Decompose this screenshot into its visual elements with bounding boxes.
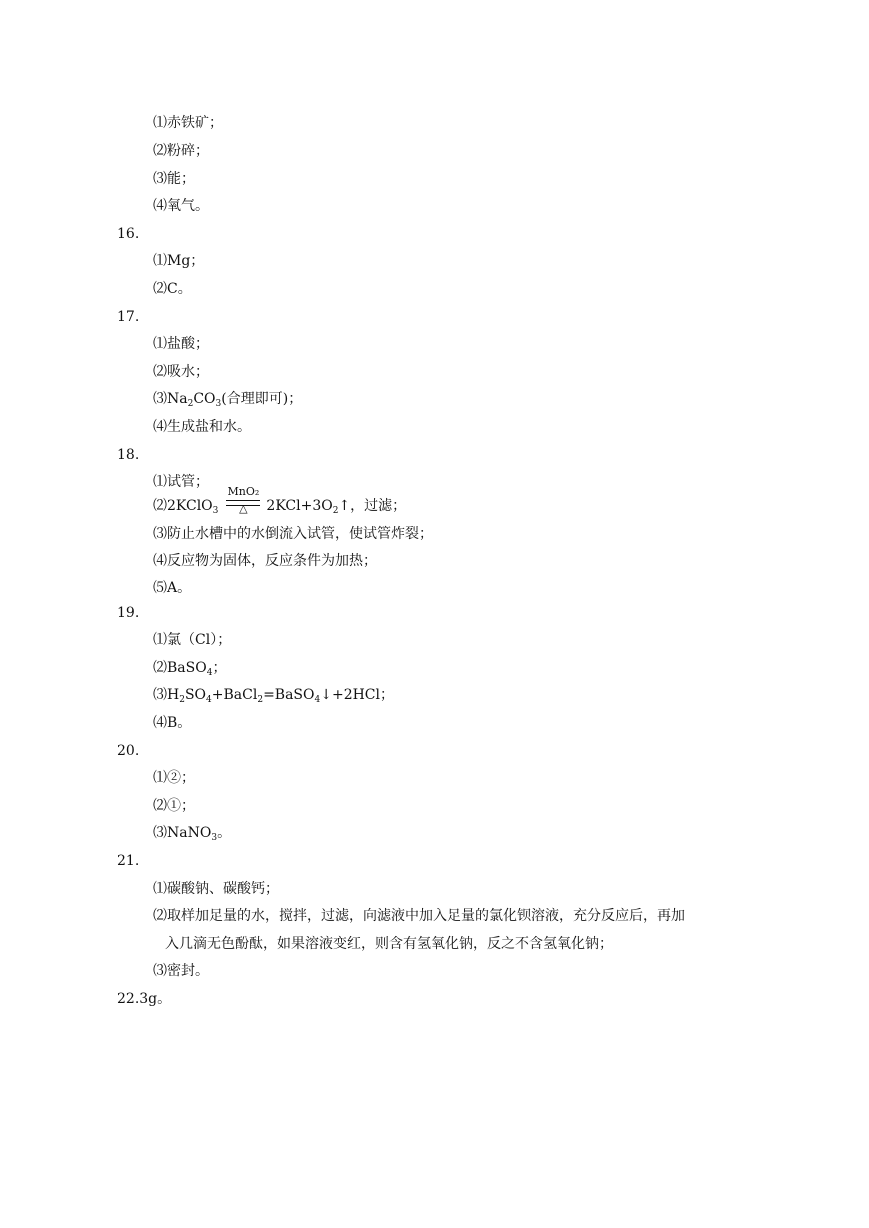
answer-19-1: ⑴氯（Cl）； [153, 632, 232, 648]
answer-22: 22.3g。 [117, 991, 172, 1007]
question-number-20: 20. [117, 743, 140, 759]
answer-21-2-line1: ⑵取样加足量的水，搅拌，过滤，向滤液中加入足量的氯化钡溶液，充分反应后，再加 [153, 908, 685, 924]
answer-17-2: ⑵吸水； [153, 364, 209, 380]
answer-17-4: ⑷生成盐和水。 [153, 419, 251, 435]
answer-15-2: ⑵粉碎； [153, 143, 209, 159]
answer-21-3: ⑶密封。 [153, 963, 209, 979]
answer-15-4: ⑷氧气。 [153, 198, 209, 214]
question-number-19: 19. [117, 605, 140, 621]
question-number-17: 17. [117, 309, 140, 325]
question-number-16: 16. [117, 226, 140, 242]
question-number-21: 21. [117, 853, 140, 869]
answer-17-1: ⑴盐酸； [153, 336, 209, 352]
answer-19-3: $⑶H_2SO_4+BaCl_2=BaSO_4↓+2HCl$； [153, 687, 395, 705]
answer-21-2-line2: 入几滴无色酚酞，如果溶液变红，则含有氢氧化钠，反之不含氢氧化钠； [165, 936, 613, 952]
answer-15-3: ⑶能； [153, 171, 195, 187]
answer-20-3: ⑶NaNO$_3$。 [153, 825, 232, 843]
catalyst-label: MnO₂ [227, 485, 260, 498]
answer-19-2: ⑵BaSO$_4$； [153, 660, 227, 678]
answer-16-1: ⑴Mg； [153, 253, 205, 269]
answer-17-3: $⑶Na_2CO_3$(合理即可)； [153, 391, 303, 409]
reaction-condition-arrow [226, 485, 260, 516]
answer-18-5: ⑸A。 [153, 580, 192, 596]
answer-15-1: ⑴赤铁矿； [153, 115, 223, 131]
answer-20-2: ⑵①； [153, 798, 195, 814]
answer-18-3: ⑶防止水槽中的水倒流入试管，使试管炸裂； [153, 526, 433, 542]
answer-19-4: ⑷B。 [153, 715, 192, 731]
answer-18-1: ⑴试管； [153, 474, 209, 490]
heating-symbol: △ [239, 502, 248, 515]
question-number-18: 18. [117, 447, 140, 463]
answer-21-1: ⑴碳酸钠、碳酸钙； [153, 881, 279, 897]
answer-18-2: ⑵2KClO$_3$ MnO₂ △ $2KCl+3O_2↑$，过滤； [153, 485, 407, 516]
answer-16-2: ⑵C。 [153, 281, 192, 297]
answer-18-4: ⑷反应物为固体，反应条件为加热； [153, 553, 377, 569]
answer-20-1: ⑴②； [153, 770, 195, 786]
